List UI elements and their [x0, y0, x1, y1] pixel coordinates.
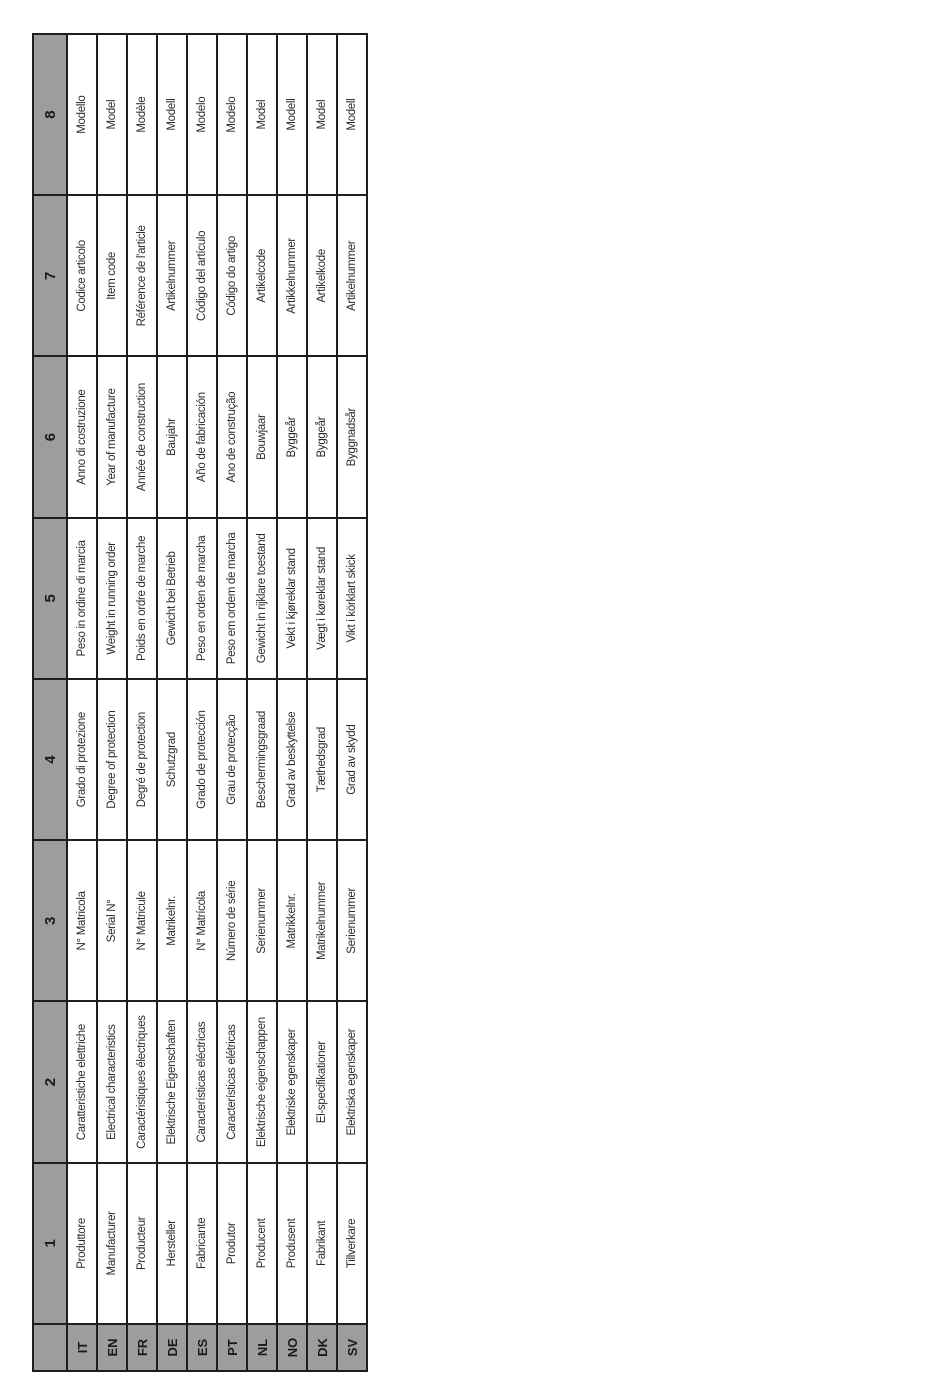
table-cell: Fabrikant	[307, 1163, 337, 1324]
column-header: 4	[33, 679, 67, 840]
table-cell: Modelo	[187, 34, 217, 195]
rotated-table-wrapper	[32, 35, 368, 1372]
table-cell: Grado di protezione	[67, 679, 97, 840]
table-cell: Hersteller	[157, 1163, 187, 1324]
table-row	[247, 34, 277, 1371]
table-cell: Produsent	[277, 1163, 307, 1324]
table-row	[277, 34, 307, 1371]
table-cell: Gewicht bei Betrieb	[157, 518, 187, 679]
table-cell: Características elétricas	[217, 1002, 247, 1163]
table-cell: Ano de construção	[217, 357, 247, 518]
table-cell: N° Matricola	[67, 840, 97, 1001]
language-code: NO	[277, 1324, 307, 1371]
table-cell: Byggeår	[277, 357, 307, 518]
table-cell: Weight in running order	[97, 518, 127, 679]
table-cell: Beschermingsgraad	[247, 679, 277, 840]
table-cell: Peso em ordem de marcha	[217, 518, 247, 679]
language-code: EN	[97, 1324, 127, 1371]
table-cell: Matrikkelnr.	[277, 840, 307, 1001]
table-cell: Vikt i körklart skick	[337, 518, 367, 679]
table-cell: Anno di costruzione	[67, 357, 97, 518]
table-cell: Poids en ordre de marche	[127, 518, 157, 679]
table-cell: Grad av beskyttelse	[277, 679, 307, 840]
column-header: 8	[33, 34, 67, 195]
table-cell: Artikkelnummer	[277, 195, 307, 356]
table-cell: Baujahr	[157, 357, 187, 518]
table-cell: Número de série	[217, 840, 247, 1001]
table-row	[97, 34, 127, 1371]
table-cell: Matrikelnr.	[157, 840, 187, 1001]
table-cell: Byggnadsår	[337, 357, 367, 518]
column-header: 1	[33, 1163, 67, 1324]
table-cell: Matrikelnummer	[307, 840, 337, 1001]
language-code: DK	[307, 1324, 337, 1371]
table-cell: Tillverkare	[337, 1163, 367, 1324]
table-body	[67, 34, 367, 1371]
language-code: ES	[187, 1324, 217, 1371]
table-cell: Modelo	[217, 34, 247, 195]
table-cell: Caratteristiche elettriche	[67, 1002, 97, 1163]
table-cell: Modell	[157, 34, 187, 195]
table-cell: N° Matricule	[127, 840, 157, 1001]
table-row	[187, 34, 217, 1371]
table-cell: Bouwjaar	[247, 357, 277, 518]
table-cell: Modèle	[127, 34, 157, 195]
table-cell: Elektrische eigenschappen	[247, 1002, 277, 1163]
language-code: NL	[247, 1324, 277, 1371]
language-code: FR	[127, 1324, 157, 1371]
table-row	[217, 34, 247, 1371]
table-cell: Manufacturer	[97, 1163, 127, 1324]
table-cell: Référence de l'article	[127, 195, 157, 356]
language-code: IT	[67, 1324, 97, 1371]
table-cell: Grado de protección	[187, 679, 217, 840]
table-cell: Características eléctricas	[187, 1002, 217, 1163]
table-cell: Année de construction	[127, 357, 157, 518]
header-row	[33, 34, 67, 1371]
table-cell: Elektriske egenskaper	[277, 1002, 307, 1163]
table-cell: Modell	[277, 34, 307, 195]
table-row	[157, 34, 187, 1371]
table-cell: Electrical characteristics	[97, 1002, 127, 1163]
table-row	[307, 34, 337, 1371]
column-header: 6	[33, 357, 67, 518]
table-cell: Serienummer	[337, 840, 367, 1001]
table-cell: Caractéristiques électriques	[127, 1002, 157, 1163]
table-cell: Year of manufacture	[97, 357, 127, 518]
language-code: DE	[157, 1324, 187, 1371]
table-cell: Producteur	[127, 1163, 157, 1324]
table-cell: Codice articolo	[67, 195, 97, 356]
table-cell: Produttore	[67, 1163, 97, 1324]
table-cell: Gewicht in rijklare toestand	[247, 518, 277, 679]
table-cell: Código del artículo	[187, 195, 217, 356]
nameplate-translation-table	[32, 33, 368, 1372]
table-cell: Elektrische Eigenschaften	[157, 1002, 187, 1163]
table-cell: Item code	[97, 195, 127, 356]
table-cell: Peso en orden de marcha	[187, 518, 217, 679]
table-cell: Artikelkode	[307, 195, 337, 356]
column-header: 7	[33, 195, 67, 356]
table-cell: Serial N°	[97, 840, 127, 1001]
table-cell: Degré de protection	[127, 679, 157, 840]
table-cell: Modello	[67, 34, 97, 195]
table-cell: Model	[97, 34, 127, 195]
table-cell: Byggeår	[307, 357, 337, 518]
table-cell: Producent	[247, 1163, 277, 1324]
table-cell: Grad av skydd	[337, 679, 367, 840]
table-cell: N° Matrícola	[187, 840, 217, 1001]
column-header: 2	[33, 1002, 67, 1163]
table-row	[67, 34, 97, 1371]
table-cell: Peso in ordine di marcia	[67, 518, 97, 679]
table-cell: Artikelcode	[247, 195, 277, 356]
table-cell: Vekt i kjøreklar stand	[277, 518, 307, 679]
table-cell: Fabricante	[187, 1163, 217, 1324]
table-cell: Artikelnummer	[337, 195, 367, 356]
table-cell: Degree of protection	[97, 679, 127, 840]
table-cell: Tæthedsgrad	[307, 679, 337, 840]
table-row	[127, 34, 157, 1371]
table-cell: Elektriska egenskaper	[337, 1002, 367, 1163]
table-cell: Vægt i køreklar stand	[307, 518, 337, 679]
table-cell: El-specifikationer	[307, 1002, 337, 1163]
language-code: PT	[217, 1324, 247, 1371]
language-code: SV	[337, 1324, 367, 1371]
corner-cell	[33, 1324, 67, 1371]
table-cell: Año de fabricación	[187, 357, 217, 518]
table-row	[337, 34, 367, 1371]
column-header: 5	[33, 518, 67, 679]
table-cell: Artikelnummer	[157, 195, 187, 356]
table-cell: Grau de protecção	[217, 679, 247, 840]
table-cell: Model	[247, 34, 277, 195]
table-cell: Código do artigo	[217, 195, 247, 356]
table-cell: Serienummer	[247, 840, 277, 1001]
table-cell: Produtor	[217, 1163, 247, 1324]
table-cell: Schutzgrad	[157, 679, 187, 840]
column-header: 3	[33, 840, 67, 1001]
table-cell: Modell	[337, 34, 367, 195]
table-cell: Model	[307, 34, 337, 195]
